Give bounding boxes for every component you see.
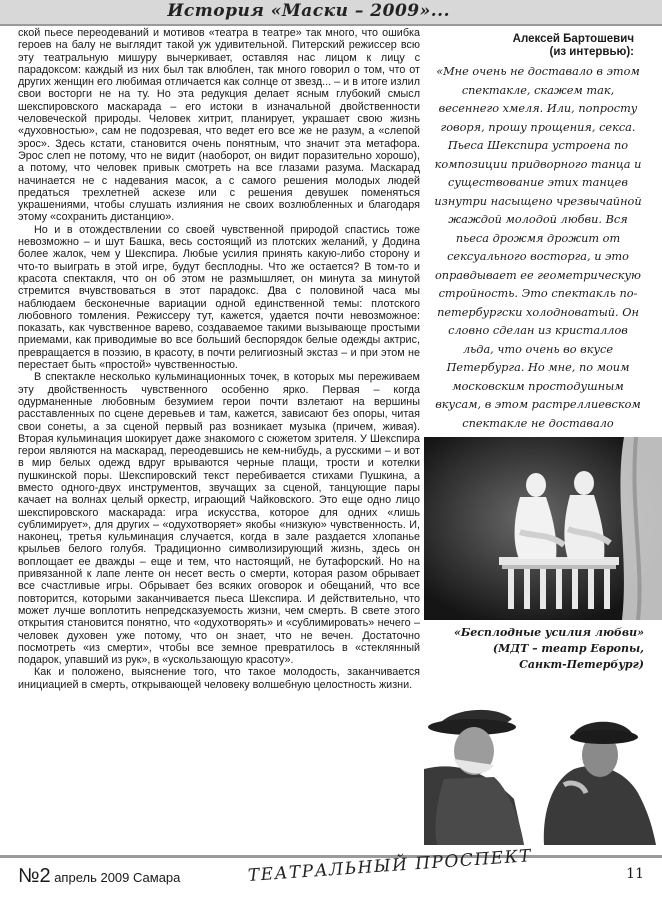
section-title: История «Маски – 2009»... <box>167 1 450 21</box>
issue-info <box>18 865 180 888</box>
issue-number: №2 <box>18 865 51 887</box>
interview-quote: «Мне очень не доставало в этом спектакле, скажем так, весеннего хмеля. Или, попросту говоря, прошу прощения, секса. Пьеса Шекспира устроена по композиции придворного танца и существование этих танцев изнутри насыщено чрезвычайной жаждой молодой любви. Вся пьеса дрожмя дрожит от сексуального восторга, и это оправдывает ее геометрическую стройность. Это спектакль по-петербургски холодноватый. Он словно сделан из кристаллов льда, что очень во вкусе Петербурга. Но мне, по моим московским простодушным вкусам, в этом растреллиевском спектакле не доставало <box>434 65 642 430</box>
article-paragraph: В спектакле несколько кульминационных точек, в которых мы переживаем эту двойственность чувственного особенно ярко. Первая – когда одурманенные любовным безумием герои почти взлетают на вершины расставленных по сцене деревьев и там, кажется, зависают без опоры, читая свои сонеты, а за сценой первый раз возникает музыка (причем, живая). Вторая кульминация шокирует даже знакомого с сюжетом зрителя. У Шекспира герои являются на маскарад, переодевшись не кем-нибудь, а русскими – и вот в мир белых одежд вдруг врываются черные плащи, трости и котелки пушкинской поры. Шекспировский текст перебивается стихами Пушкина, а вместо одного-двух инструментов, звучащих за сценой, танцующие пары качает на волнах целый оркестр, играющий Чайковского. Это еще одно лицо шекспировского маскарада: игра искусства, которое для одних «лишь сублимирует», для других – «одухотворяет» якобы «низкую» чувственность. И, наконец, третья кульминация случается, когда в зале раздается хлопанье крыльев белого голубя. Традиционно символизирующий жизнь, здесь он воплощает ее дважды – еще и тем, что настоящий, не бутафорский. Но на привязанной к лапе ленте он несет весть о смерти, которая разом обрывает все счастливые игры. Обрывает без всяких оговорок и обещаний, что все повторится, которыми заканчивается пьеса Шекспира. И действительно, что может лучше воплотить непредсказуемость жизни, чем смерть. В свете этого открытия становится понятно, что «одухотворять» и «сублимировать» нечего – человек духовен уже потому, что он знает, что не вечен. Достаточно посмотреть «из смерти», чтобы все земное превратилось в «стеклянный подарок, упавший из рук», в «ускользающую красоту». <box>18 371 420 667</box>
magazine-masthead: ТЕАТРАЛЬНЫЙ ПРОСПЕКТ <box>247 846 533 886</box>
page-number: 11 <box>626 866 644 882</box>
issue-date-city: апрель 2009 Самара <box>50 870 181 885</box>
interview-author <box>432 33 634 59</box>
caption-theatre: (МДТ – театр Европы, <box>492 642 644 655</box>
caption-city: Санкт-Петербург) <box>519 658 644 671</box>
caption-title: «Бесплодные усилия любви» <box>453 626 644 639</box>
article-body <box>18 27 420 691</box>
stage-photo-actors-in-hats <box>424 689 662 845</box>
author-note: (из интервью): <box>549 46 634 58</box>
stage-photo-actors-in-hats-image <box>424 689 662 845</box>
article-paragraph: Как и положено, выяснение того, что такое молодость, заканчивается инициацией в смерть, открывающей человеку волшебную целостность жизни. <box>18 666 420 691</box>
article-paragraph: Но и в отождествлении со своей чувственной природой спастись тоже невозможно – и шут Башка, весь состоящий из плотских желаний, у Додина более жалок, чем у Шекспира. Любые усилия принять какую-либо сторону и что-то выиграть в этой игре, будут бесплодны. Что же остается? В том-то и красота спектакля, что он об этом не размышляет, он минута за минутой стремится вчувствоваться в этот парадокс. Два с половиной часа мы наблюдаем бесконечные вариации одной единственной темы: плотского любовного томления. Режиссеру тут, кажется, удается почти невозможное: показать, как чувственное варево, создаваемое такими вызывающе простыми приемами, как приводимые во все больший беспорядок белые одежды актрис, превращается в поэзию, в красоту, в почти религиозный экстаз – и при этом не перестает быть «простой» чувственностью. <box>18 223 420 372</box>
photo-caption <box>440 625 644 673</box>
interview-sidebar <box>432 33 644 470</box>
page-header <box>0 0 662 26</box>
article-paragraph: ской пьесе переодеваний и мотивов «театра в театре» так много, что ошибка героев на балу не выглядит такой уж удивительной. Питерский режиссер всю эту театральную мишуру вычеркивает, оставляя нас лицом к лицу с парадоксом: каждый из них был так влюблен, так много говорил о том, что от других женщин его любимая отличается как солнце от звезд... – и в итоге излил свои восторги не на ту. Но эта редукция делает ясным глубокий смысл шекспировского маскарада – его истоки в изначальной двойственности человеческой природы. Человек хитрит, планирует, украшает свою жизнь «духовностью», сам не подозревая, что ведет его все же не разум, а «слепой эрос». Здесь кстати, становится очень понятным, что значит эта метафора. Эрос слеп не потому, что не видит (наоборот, он видит поразительно хорошо), а потому, что человек привык смотреть на все глазами разума. Маскарад начинается не с надевания масок, а с самого решения молодых людей предаться трехлетней аскезе или с решения девушек поменяться украшениями, чтобы слушать излияния не своих возлюбленных и благодаря этому «сохранить дистанцию». <box>18 27 420 224</box>
footer-rule <box>0 855 662 858</box>
author-name: Алексей Бартошевич <box>512 33 634 45</box>
stage-photo-two-actresses-image <box>424 437 662 620</box>
stage-photo-two-actresses <box>424 437 662 620</box>
